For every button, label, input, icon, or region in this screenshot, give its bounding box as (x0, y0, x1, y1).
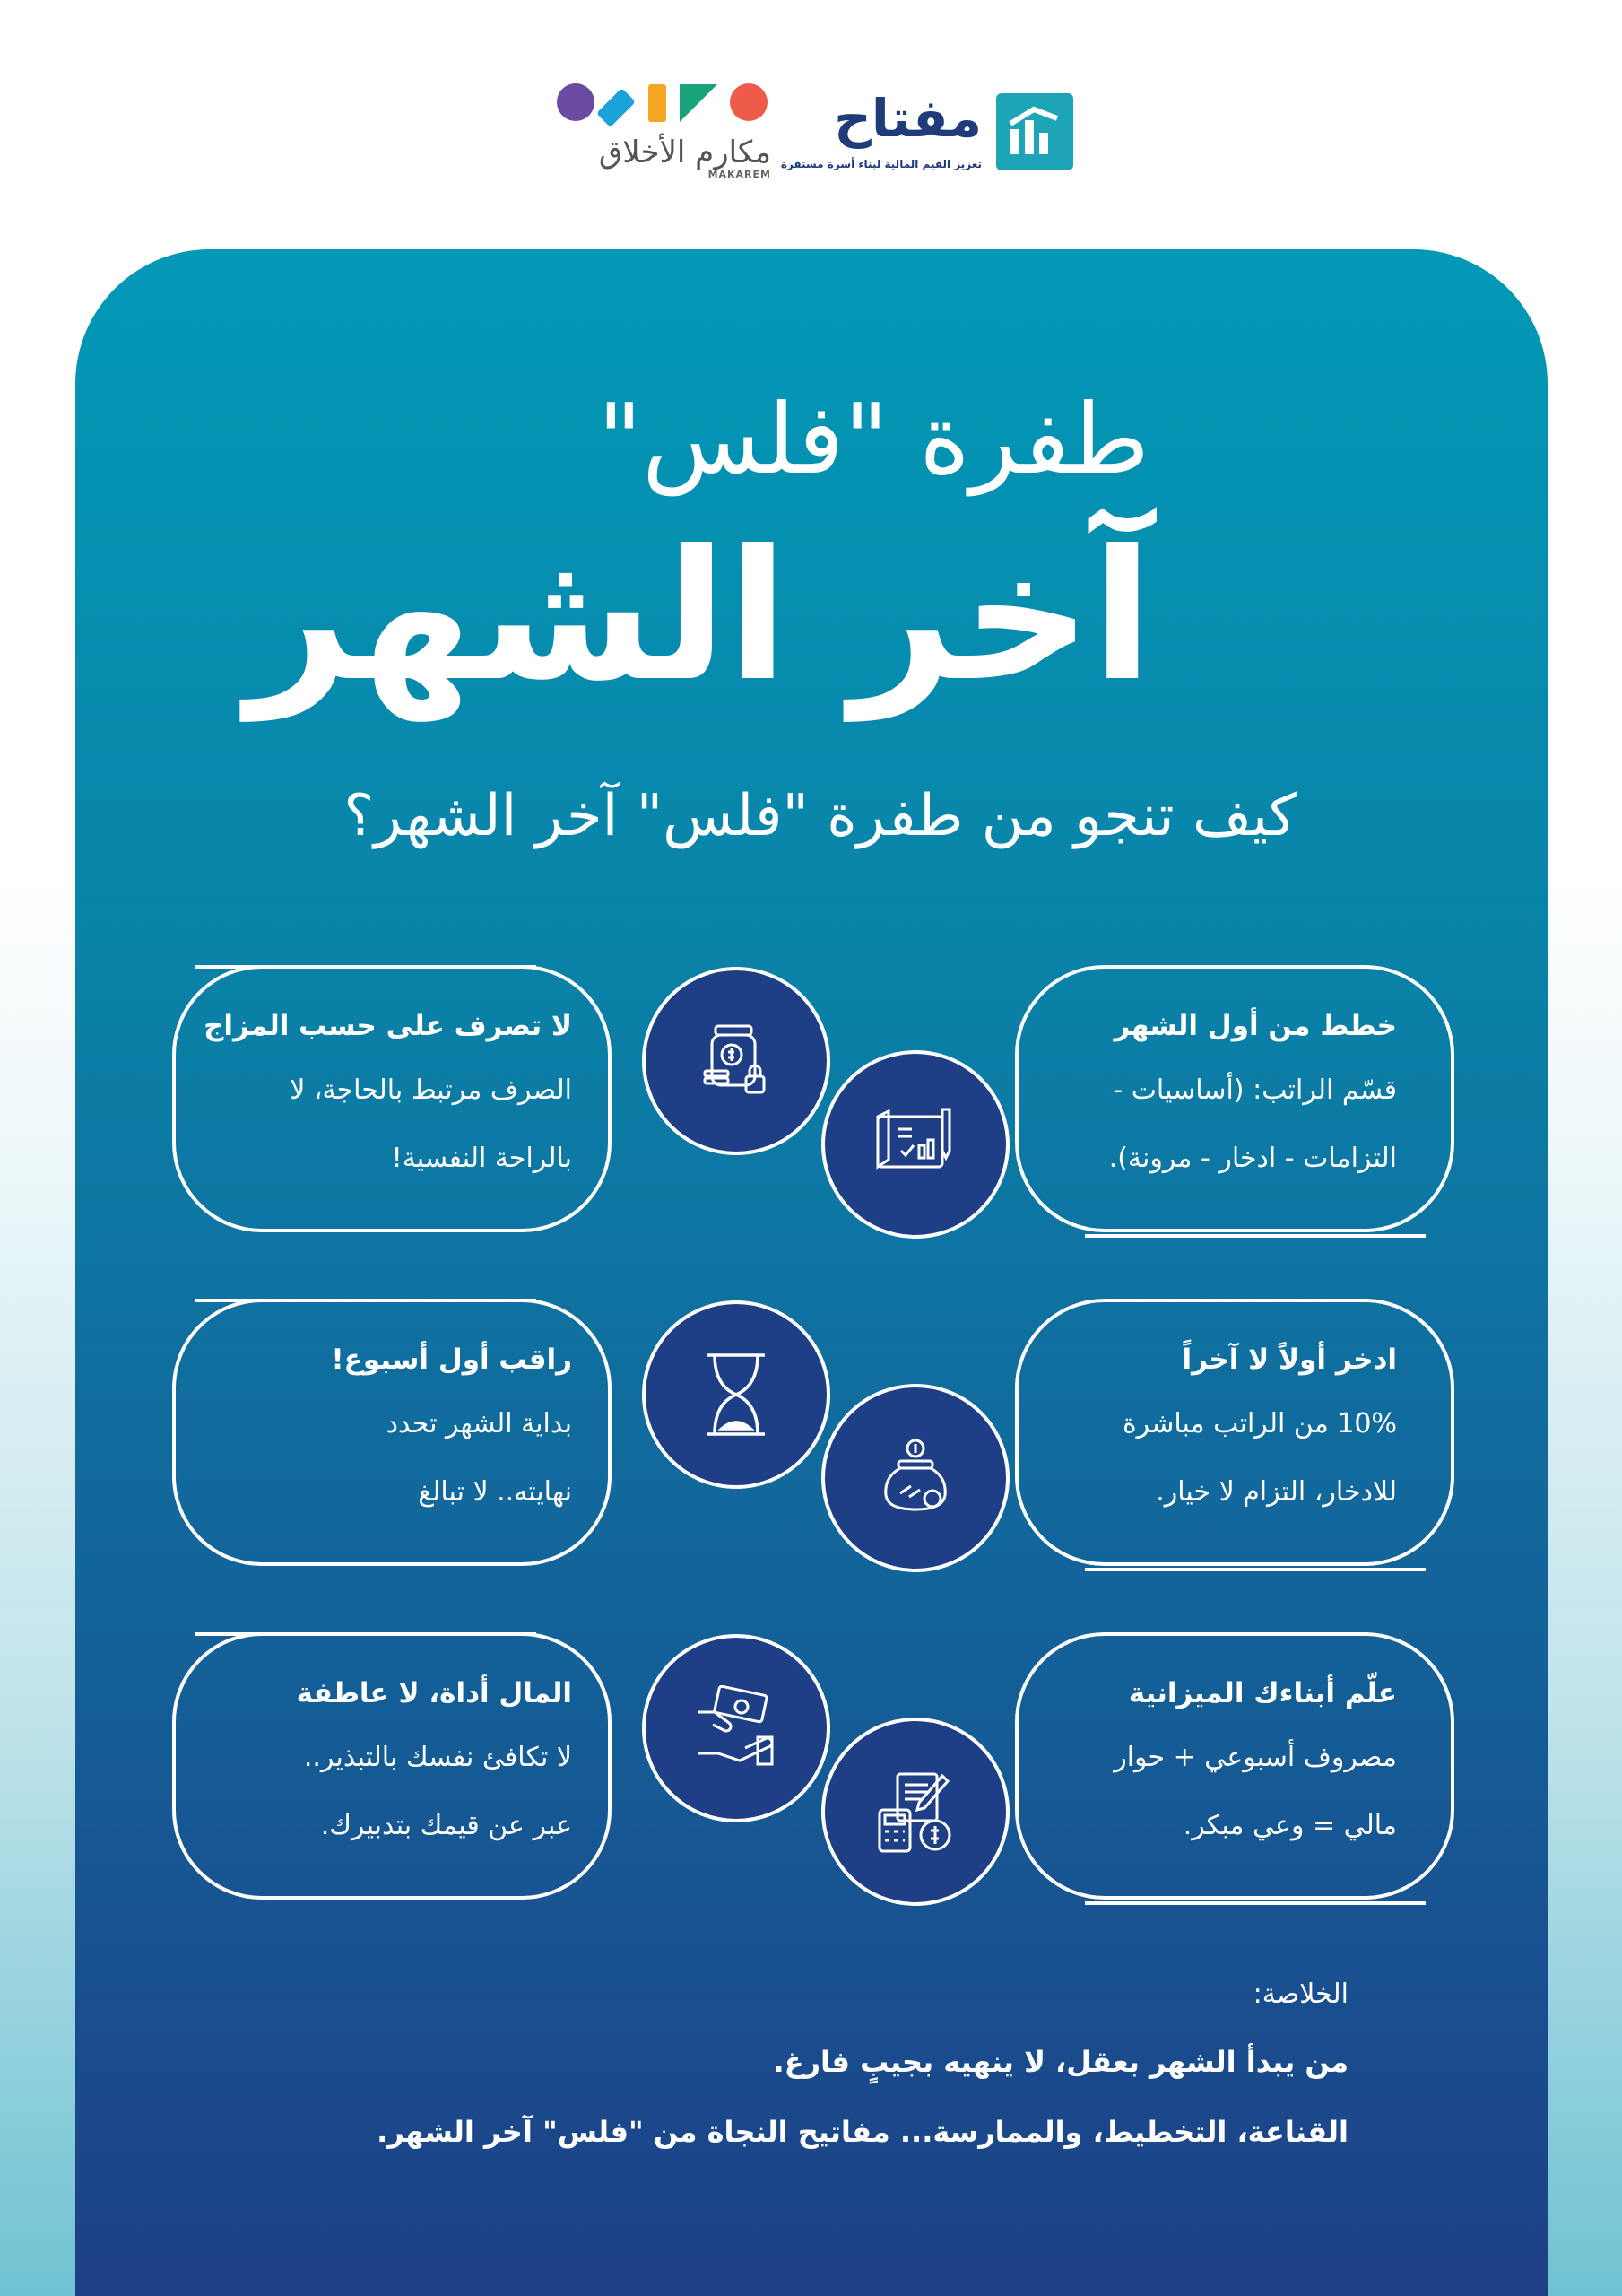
divider-line (1085, 1234, 1426, 1238)
logos-bar (0, 72, 1622, 188)
miftah-wordmark: مفتاح (834, 88, 982, 149)
tip-card-mood (172, 965, 612, 1232)
tip-line: نهايته.. لا تبالغ (418, 1476, 572, 1508)
tip-title: المال أداة، لا عاطفة (296, 1677, 572, 1709)
savings-jar-icon (821, 1384, 1010, 1572)
tip-line: بالراحة النفسية! (391, 1143, 572, 1174)
title-line-1: طفرة "فلس" (597, 384, 1149, 496)
tip-card-week (172, 1299, 612, 1566)
miftah-mark-icon (996, 93, 1073, 170)
tip-title: راقب أول أسبوع! (331, 1344, 572, 1376)
summary-line-2: القناعة، التخطيط، والممارسة... مفاتيح النجاة من "فلس" آخر الشهر. (377, 2115, 1349, 2149)
summary-label: الخلاصة: (1253, 1979, 1349, 2010)
tip-card-plan (1015, 965, 1454, 1232)
divider-line (195, 1299, 536, 1302)
tip-line: للادخار، التزام لا خيار. (1156, 1476, 1397, 1508)
hourglass-icon (642, 1300, 830, 1489)
main-card (75, 249, 1548, 2296)
tip-card-tool (172, 1632, 612, 1900)
tip-card-teach (1015, 1632, 1454, 1900)
divider-line (1085, 1568, 1426, 1571)
tip-line: مصروف أسبوعي + حوار (1114, 1742, 1397, 1773)
money-jar-lock-icon (642, 967, 830, 1155)
makarem-name: مكارم الأخلاق (598, 135, 771, 170)
title-line-2: آخر الشهر (247, 512, 1153, 721)
divider-line (195, 965, 536, 969)
tip-title: لا تصرف على حسب المزاج (204, 1010, 572, 1042)
divider-line (195, 1632, 536, 1636)
summary-line-1: من يبدأ الشهر بعقل، لا ينهيه بجيبٍ فارغ. (773, 2045, 1349, 2079)
tip-title: خطط من أول الشهر (1114, 1010, 1397, 1042)
tip-line: الصرف مرتبط بالحاجة، لا (290, 1074, 572, 1106)
hand-money-icon (642, 1634, 830, 1822)
makarem-shapes-icon (556, 83, 771, 127)
miftah-tagline: تعزيز القيم المالية لبناء أسرة مستقرة (780, 158, 982, 170)
makarem-latin: MAKAREM (707, 169, 771, 180)
calculator-budget-icon (821, 1718, 1010, 1906)
tip-line: 10% من الراتب مباشرة (1122, 1408, 1397, 1439)
tip-card-save (1015, 1299, 1454, 1566)
tip-title: ادخر أولاً لا آخراً (1182, 1344, 1397, 1376)
tip-line: بداية الشهر تحدد (386, 1408, 572, 1439)
tip-line: عبر عن قيمك بتدبيرك. (320, 1810, 572, 1841)
tip-line: التزامات - ادخار - مرونة). (1108, 1143, 1397, 1174)
tip-line: قسّم الراتب: (أساسيات - (1113, 1074, 1397, 1106)
planning-blueprint-icon (821, 1050, 1010, 1239)
tip-line: لا تكافئ نفسك بالتبذير.. (303, 1742, 572, 1773)
subtitle: كيف تنجو من طفرة "فلس" آخر الشهر؟ (343, 783, 1297, 849)
tip-title: علّم أبناءك الميزانية (1128, 1677, 1397, 1709)
miftah-logo (780, 88, 1073, 188)
makarem-logo (556, 83, 771, 181)
divider-line (1085, 1901, 1426, 1905)
tip-line: مالي = وعي مبكر. (1183, 1810, 1397, 1841)
